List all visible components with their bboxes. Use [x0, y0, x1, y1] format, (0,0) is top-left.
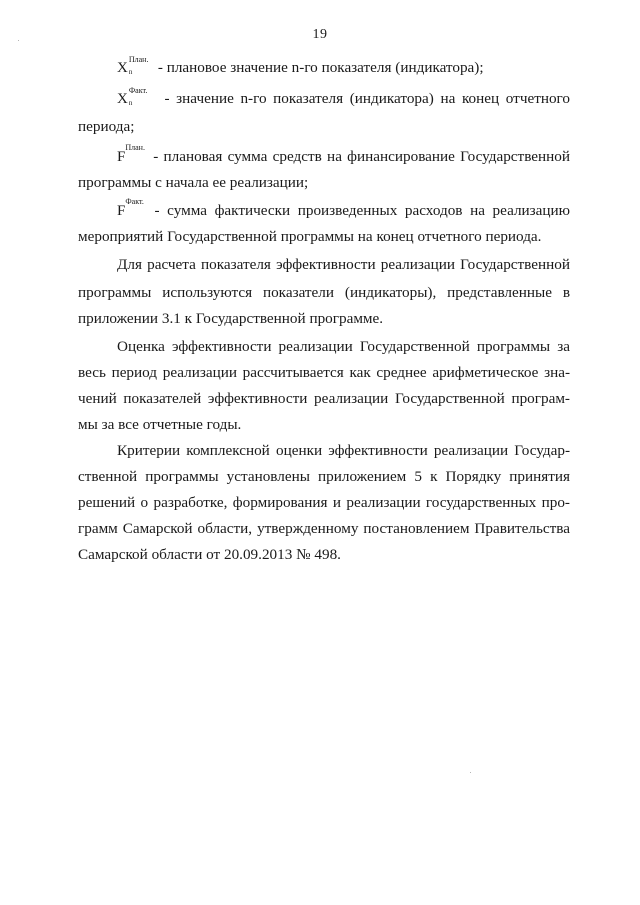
- paragraph-line: Критерии комплексной оценки эффективности реализации Государ-: [117, 442, 570, 459]
- symbol-x: X: [117, 60, 128, 76]
- index-group: [128, 86, 158, 109]
- page-number: 19: [312, 27, 328, 42]
- definition-continuation: мероприятий Государственной программы на конец отчетного периода.: [78, 228, 542, 245]
- definition-f-plan: [117, 143, 570, 167]
- superscript-plan: План.: [128, 55, 149, 64]
- symbol-x: X: [117, 91, 128, 107]
- symbol-f: F: [117, 149, 126, 165]
- definition-continuation: программы с начала ее реализации;: [78, 174, 309, 191]
- subscript-n: n: [128, 68, 133, 76]
- definition-text: - значение n-го показателя (индикатора) на конец отчетного: [164, 90, 570, 107]
- index-group: [128, 55, 158, 78]
- paragraph-line: приложении 3.1 к Государственной программе.: [78, 310, 384, 327]
- paragraph-line: программы используются показатели (индикаторы), представленные в: [78, 284, 570, 301]
- superscript-plan: План.: [125, 143, 145, 152]
- subscript-n: n: [128, 99, 133, 107]
- definition-text: - плановое значение n-го показателя (индикатора);: [157, 59, 484, 76]
- paragraph-line: мы за все отчетные годы.: [78, 416, 242, 433]
- paragraph-line: весь период реализации рассчитывается как среднее арифметическое зна-: [78, 364, 570, 381]
- paragraph-line: чений показателей эффективности реализации Государственной програм-: [78, 390, 570, 407]
- paragraph-line: ственной программы установлены приложением 5 к Порядку принятия: [78, 468, 570, 485]
- symbol-f: F: [117, 203, 126, 219]
- scan-speck: [470, 772, 471, 773]
- definition-text: - плановая сумма средств на финансирование Государственной: [153, 148, 570, 165]
- paragraph-line: Оценка эффективности реализации Государственной программы за: [117, 338, 570, 355]
- paragraph-line: грамм Самарской области, утвержденному постановлением Правительства: [78, 520, 570, 537]
- superscript-fact: Факт.: [125, 197, 144, 206]
- definition-text: - сумма фактически произведенных расходов на реализацию: [154, 202, 571, 219]
- superscript-fact: Факт.: [128, 86, 148, 95]
- paragraph-line: Для расчета показателя эффективности реализации Государственной: [117, 256, 570, 273]
- definition-f-fact: [117, 197, 571, 221]
- paragraph-line: Самарской области от 20.09.2013 № 498.: [78, 546, 341, 563]
- definition-continuation: периода;: [78, 118, 135, 135]
- definition-x-plan: [117, 55, 484, 78]
- paragraph-line: решений о разработке, формирования и реализации государственных про-: [78, 494, 570, 511]
- definition-x-fact: [117, 86, 570, 109]
